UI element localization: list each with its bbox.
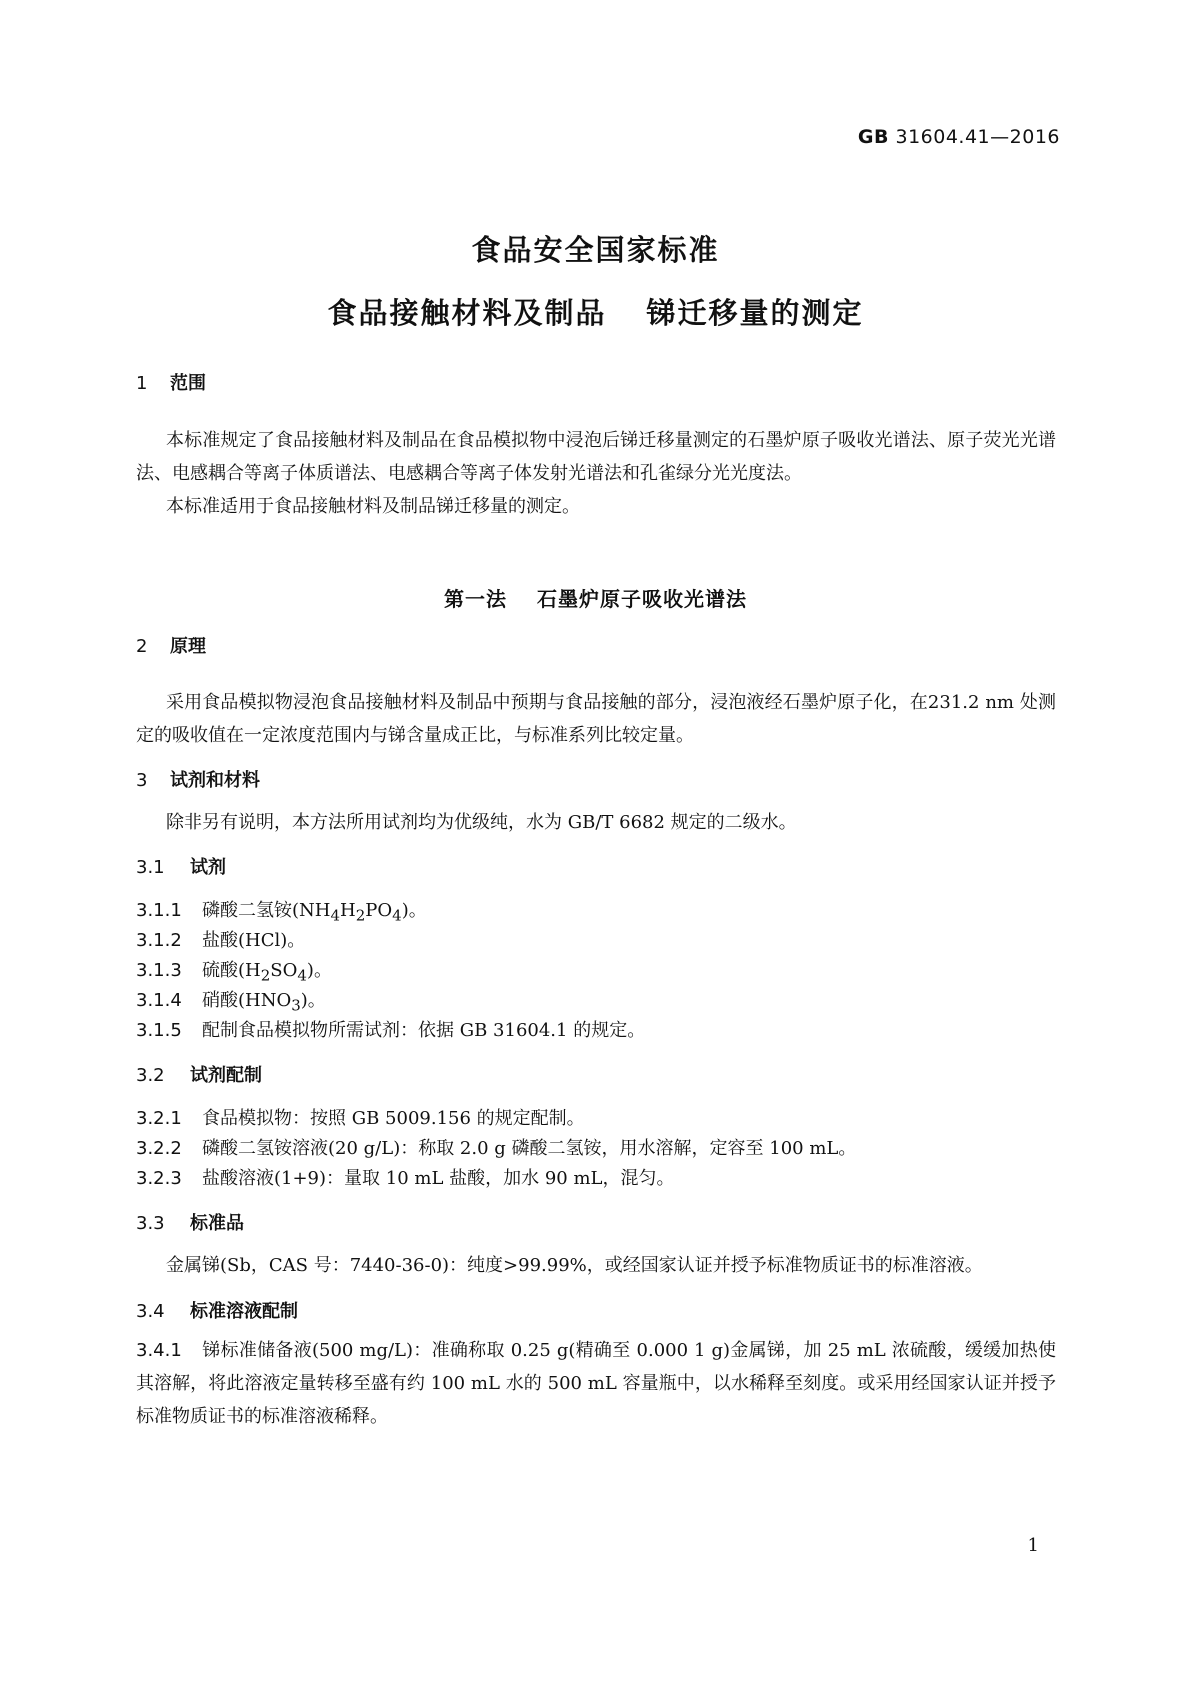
item-text: PO (365, 900, 393, 921)
main-title: 食品安全国家标准 (471, 233, 720, 267)
section-title: 试剂 (190, 857, 226, 878)
reagent-item (136, 986, 326, 1015)
section-number: 3.2 (136, 1065, 165, 1086)
item-number: 3.1.2 (136, 930, 182, 951)
subscript: 4 (330, 906, 341, 925)
preparation-item (136, 1164, 675, 1190)
item-text: 硝酸(HNO (202, 990, 292, 1011)
sub-title (0, 291, 1191, 332)
item-text: 盐酸溶液(1+9)：量取 10 mL 盐酸，加水 90 mL，混匀。 (202, 1168, 675, 1189)
item-number: 3.1.1 (136, 900, 182, 921)
subscript: 4 (297, 966, 307, 985)
section-3-1-heading (136, 853, 226, 879)
preparation-item (136, 1134, 856, 1160)
section-3-heading (136, 766, 260, 792)
section-1-paragraph-1: 本标准规定了食品接触材料及制品在食品模拟物中浸泡后锑迁移量测定的石墨炉原子吸收光谱法、原子荧光光谱法、电感耦合等离子体质谱法、电感耦合等离子体发射光谱法和孔雀绿分光光度法。 (136, 430, 1056, 484)
section-number: 3 (136, 770, 148, 791)
sub-title-part-b: 锑迁移量的测定 (646, 296, 864, 330)
section-3-3-paragraph: 金属锑(Sb，CAS 号：7440-36-0)：纯度>99.99%，或经国家认证并授予标准物质证书的标准溶液。 (166, 1255, 983, 1276)
section-title: 原理 (170, 636, 206, 657)
section-3-3-heading (136, 1209, 244, 1235)
item-text: )。 (306, 960, 332, 981)
subscript: 4 (392, 906, 402, 925)
item-text: SO (270, 960, 298, 981)
section-title: 标准溶液配制 (190, 1301, 298, 1322)
section-number: 2 (136, 636, 148, 657)
reagent-item (136, 896, 427, 925)
item-number: 3.1.4 (136, 990, 182, 1011)
item-text: )。 (300, 990, 326, 1011)
section-1-paragraph-2: 本标准适用于食品接触材料及制品锑迁移量的测定。 (166, 496, 580, 517)
section-2-heading (136, 632, 206, 658)
item-text: 磷酸二氢铵溶液(20 g/L)：称取 2.0 g 磷酸二氢铵，用水溶解，定容至 100 mL。 (202, 1138, 857, 1159)
page-number: 1 (1027, 1535, 1039, 1556)
item-text: )。 (401, 900, 427, 921)
subscript: 2 (355, 906, 366, 925)
reagent-item (136, 926, 305, 952)
section-title: 范围 (170, 373, 206, 394)
section-3-paragraph: 除非另有说明，本方法所用试剂均为优级纯，水为 GB/T 6682 规定的二级水。 (166, 812, 797, 833)
subscript: 2 (260, 966, 271, 985)
item-text: 硫酸(H (202, 960, 261, 981)
reagent-item (136, 956, 332, 985)
preparation-item (136, 1104, 585, 1130)
section-title: 试剂和材料 (170, 770, 260, 791)
section-number: 3.1 (136, 857, 165, 878)
section-number: 3.4 (136, 1301, 165, 1322)
sub-title-part-a: 食品接触材料及制品 (327, 296, 607, 330)
item-number: 3.2.2 (136, 1138, 182, 1159)
item-number: 3.1.5 (136, 1020, 182, 1041)
reagent-item (136, 1016, 645, 1042)
section-1-heading (136, 369, 206, 395)
section-number: 3.3 (136, 1213, 165, 1234)
item-text: 配制食品模拟物所需试剂：依据 GB 31604.1 的规定。 (202, 1020, 646, 1041)
standard-number: 31604.41—2016 (895, 126, 1060, 148)
item-text: H (340, 900, 356, 921)
section-2-paragraph: 采用食品模拟物浸泡食品接触材料及制品中预期与食品接触的部分，浸泡液经石墨炉原子化，在231.2 nm 处测定的吸收值在一定浓度范围内与锑含量成正比，与标准系列比较定量。 (136, 692, 1056, 746)
item-text: 盐酸(HCl)。 (202, 930, 306, 951)
section-title: 标准品 (190, 1213, 244, 1234)
item-text: 锑标准储备液(500 mg/L)：准确称取 0.25 g(精确至 0.000 1 g)金属锑，加 25 mL 浓硫酸，缓缓加热使其溶解，将此溶液定量转移至盛有约 100 mL 水的 500 mL 容量瓶中，以水稀释至刻度。或采用经国家认证并授予标准物质证书的标准溶液稀释。 (136, 1340, 1056, 1427)
item-text: 磷酸二氢铵(NH (202, 900, 331, 921)
section-title: 试剂配制 (190, 1065, 262, 1086)
method-heading (0, 583, 1191, 612)
standard-prefix: GB (857, 126, 889, 148)
item-number: 3.1.3 (136, 960, 182, 981)
section-3-2-heading (136, 1061, 262, 1087)
subscript: 3 (291, 996, 301, 1015)
item-number: 3.4.1 (136, 1340, 182, 1361)
item-number: 3.2.3 (136, 1168, 182, 1189)
item-number: 3.2.1 (136, 1108, 182, 1129)
method-name: 石墨炉原子吸收光谱法 (537, 587, 747, 611)
item-text: 食品模拟物：按照 GB 5009.156 的规定配制。 (202, 1108, 585, 1129)
standard-code (858, 126, 1060, 148)
method-number: 第一法 (444, 587, 507, 611)
section-number: 1 (136, 373, 148, 394)
section-3-4-heading (136, 1297, 298, 1323)
section-3-4-1-paragraph (136, 1334, 1056, 1433)
